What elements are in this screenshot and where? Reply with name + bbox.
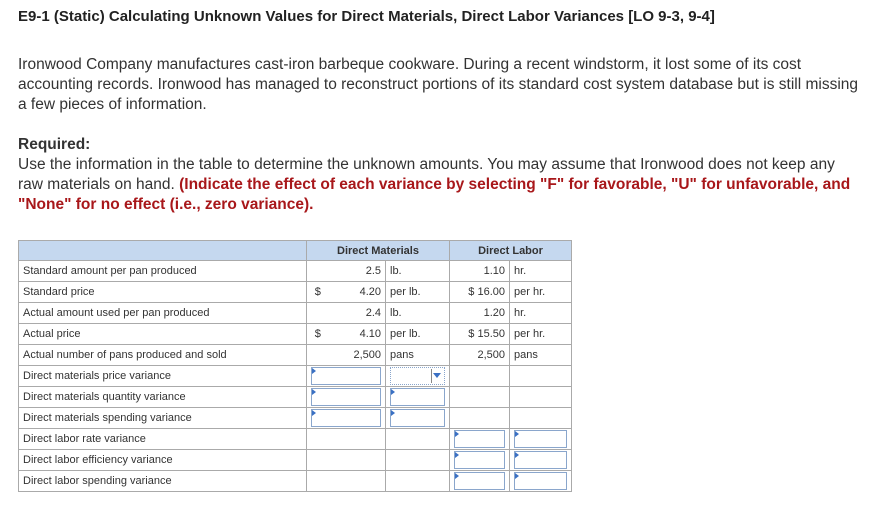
table-row [19, 429, 572, 450]
dm-spending-variance-amount-input[interactable] [311, 409, 381, 427]
dl-efficiency-variance-amount-cell [450, 450, 510, 471]
table-row [19, 303, 572, 324]
empty-cell [450, 366, 510, 387]
dl-unit: per hr. [510, 282, 572, 303]
row-label: Direct labor efficiency variance [19, 450, 307, 471]
row-label: Standard price [19, 282, 307, 303]
empty-cell [307, 471, 386, 492]
dm-value: 4.20 [329, 282, 386, 303]
dl-efficiency-variance-amount-input[interactable] [454, 451, 505, 469]
row-label: Actual number of pans produced and sold [19, 345, 307, 366]
dm-value: 2.5 [329, 261, 386, 282]
dm-unit: per lb. [386, 282, 450, 303]
table-row [19, 387, 572, 408]
dm-price-variance-amount-cell [307, 366, 386, 387]
table-row [19, 282, 572, 303]
dl-efficiency-variance-effect-cell [510, 450, 572, 471]
dm-quantity-variance-effect-select[interactable] [390, 388, 445, 406]
dm-currency: $ [307, 282, 329, 303]
dl-efficiency-variance-effect-select[interactable] [514, 451, 567, 469]
dm-currency [307, 261, 329, 282]
row-label: Direct labor rate variance [19, 429, 307, 450]
dm-price-variance-effect-cell [386, 366, 450, 387]
dropdown-arrow-icon [433, 373, 441, 378]
header-direct-labor: Direct Labor [450, 241, 572, 261]
dm-spending-variance-effect-cell [386, 408, 450, 429]
row-label: Actual amount used per pan produced [19, 303, 307, 324]
dm-currency [307, 303, 329, 324]
dl-value: 2,500 [450, 345, 510, 366]
dl-value: 1.10 [450, 261, 510, 282]
row-label: Direct labor spending variance [19, 471, 307, 492]
row-label: Actual price [19, 324, 307, 345]
empty-cell [450, 387, 510, 408]
header-direct-materials: Direct Materials [307, 241, 450, 261]
dl-value: $ 15.50 [450, 324, 510, 345]
dm-unit: per lb. [386, 324, 450, 345]
dm-spending-variance-effect-select[interactable] [390, 409, 445, 427]
empty-cell [386, 429, 450, 450]
empty-cell [386, 471, 450, 492]
required-instructions [18, 155, 863, 215]
dm-unit: lb. [386, 303, 450, 324]
dm-quantity-variance-amount-input[interactable] [311, 388, 381, 406]
dl-value: $ 16.00 [450, 282, 510, 303]
dl-rate-variance-amount-cell [450, 429, 510, 450]
required-emphasis: (Indicate the effect of each variance by selecting "F" for favorable, "U" for unfavorable, and "None" for no effect (i.e., zero variance). [18, 176, 851, 213]
dl-unit: per hr. [510, 324, 572, 345]
table-header-row [19, 241, 572, 261]
empty-cell [307, 450, 386, 471]
empty-cell [307, 429, 386, 450]
empty-cell [386, 450, 450, 471]
dm-value: 2.4 [329, 303, 386, 324]
dl-value: 1.20 [450, 303, 510, 324]
dl-unit: hr. [510, 261, 572, 282]
dm-currency: $ [307, 324, 329, 345]
dl-spending-variance-amount-input[interactable] [454, 472, 505, 490]
table-row [19, 408, 572, 429]
empty-cell [510, 408, 572, 429]
variance-table [18, 240, 572, 492]
dm-value: 2,500 [329, 345, 386, 366]
dm-quantity-variance-amount-cell [307, 387, 386, 408]
table-row [19, 324, 572, 345]
empty-cell [510, 387, 572, 408]
table-row [19, 261, 572, 282]
dm-quantity-variance-effect-cell [386, 387, 450, 408]
dm-unit: lb. [386, 261, 450, 282]
dl-spending-variance-amount-cell [450, 471, 510, 492]
dm-currency [307, 345, 329, 366]
table-row [19, 450, 572, 471]
table-row [19, 366, 572, 387]
dm-spending-variance-amount-cell [307, 408, 386, 429]
dl-unit: pans [510, 345, 572, 366]
dl-rate-variance-effect-select[interactable] [514, 430, 567, 448]
dl-spending-variance-effect-cell [510, 471, 572, 492]
row-label: Standard amount per pan produced [19, 261, 307, 282]
table-row [19, 345, 572, 366]
required-heading: Required: [18, 136, 91, 153]
row-label: Direct materials quantity variance [19, 387, 307, 408]
dm-unit: pans [386, 345, 450, 366]
table-row [19, 471, 572, 492]
intro-paragraph: Ironwood Company manufactures cast-iron barbeque cookware. During a recent windstorm, it lost some of its cost accounting records. Ironwood has managed to reconstruct portions of its standard cost system database but is still missing a few pieces of information. [18, 56, 859, 113]
page-title: E9-1 (Static) Calculating Unknown Values for Direct Materials, Direct Labor Variances [LO 9-3, 9-4] [18, 8, 715, 25]
dl-spending-variance-effect-select[interactable] [514, 472, 567, 490]
row-label: Direct materials spending variance [19, 408, 307, 429]
empty-cell [450, 408, 510, 429]
dm-price-variance-amount-input[interactable] [311, 367, 381, 385]
dl-unit: hr. [510, 303, 572, 324]
dl-rate-variance-effect-cell [510, 429, 572, 450]
dm-price-variance-effect-select[interactable] [390, 367, 445, 385]
required-text: Use the information in the table to determine the unknown amounts. You may assume that Ironwood does not keep any raw materials on hand. [18, 156, 835, 193]
dl-rate-variance-amount-input[interactable] [454, 430, 505, 448]
empty-cell [510, 366, 572, 387]
select-divider [431, 369, 432, 383]
row-label: Direct materials price variance [19, 366, 307, 387]
dm-value: 4.10 [329, 324, 386, 345]
header-blank [19, 241, 307, 261]
